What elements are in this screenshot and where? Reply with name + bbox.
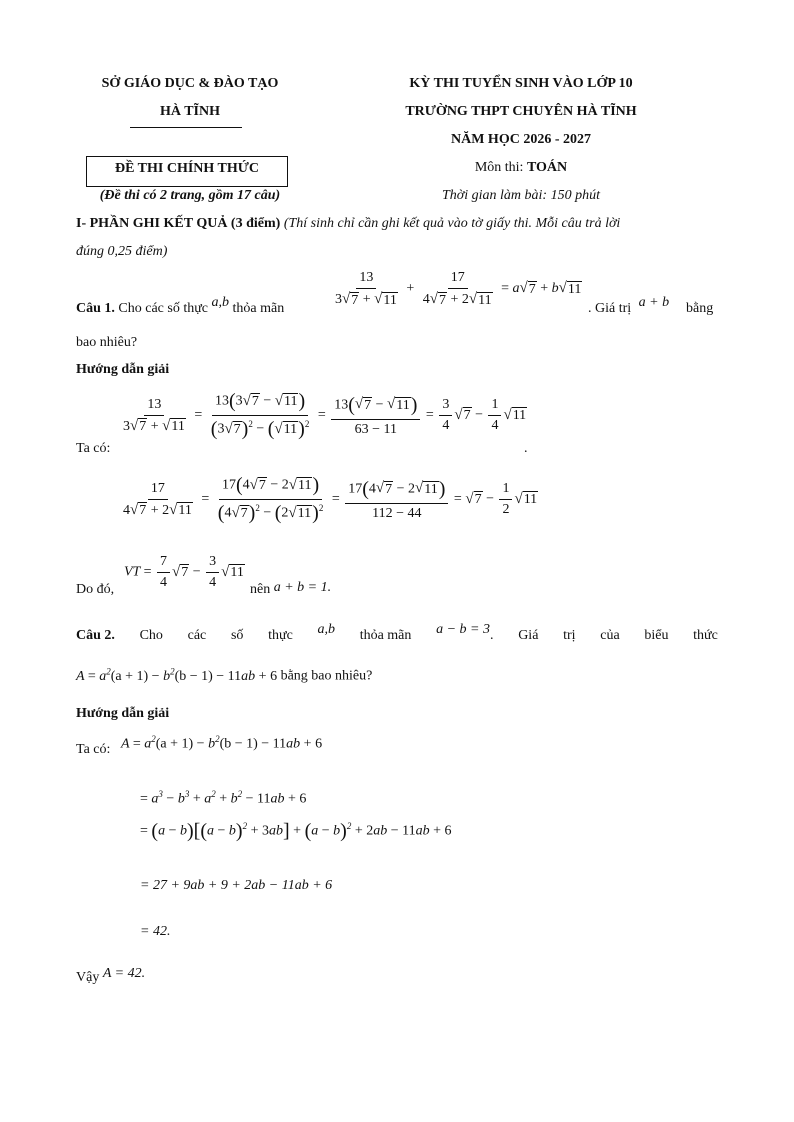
q1-text-b: thỏa mãn: [229, 301, 285, 316]
q2-final: A = 42.: [102, 966, 146, 981]
q2-word: các: [187, 628, 207, 643]
q2-word: số: [230, 628, 244, 643]
q1-text-c: . Giá trị: [588, 301, 635, 316]
q2-line-1: [76, 622, 718, 644]
subject-line: [362, 160, 680, 176]
department-name: SỞ GIÁO DỤC & ĐÀO TẠO: [101, 76, 279, 91]
official-exam-label: ĐỀ THI CHÍNH THỨC: [114, 161, 260, 176]
q2-word: thức: [693, 628, 718, 643]
exam-title: KỲ THI TUYỂN SINH VÀO LỚP 10: [409, 76, 633, 91]
school-year: NĂM HỌC 2026 - 2027: [451, 132, 591, 147]
q1-nen-text: nên: [250, 582, 271, 597]
q2-word: Giá: [518, 628, 539, 643]
q1-expr: a + b: [638, 295, 670, 310]
q1-nen: [250, 582, 331, 598]
q2-vars: a,b: [317, 622, 335, 637]
q2-word: của: [600, 628, 620, 643]
q2-tail: bằng bao nhiêu?: [280, 668, 373, 684]
q1-solution-line-2: 17 4 √ 7 + 2 √ 11 = 17(4 √ 7 − 2 √ 11 ) (4 √ 7 )$^2$ − (2 √ 11 )$^2$ = 17(4 √ 7 − 2 √ 11 ) 112 − 44 = √ 7 − $\frac{1}{2}$ √ 11: [123, 474, 538, 524]
q1-label: Câu 1.: [76, 301, 115, 316]
subject-label: Môn thi:: [474, 160, 527, 175]
q2-conclusion: [76, 966, 146, 986]
q2-label: Câu 2.: [76, 628, 115, 643]
q1-vars: a,b: [211, 295, 230, 310]
section-note-2: đúng 0,25 điểm): [76, 244, 168, 259]
q1-solution-line-1: 13 3 √ 7 + √ 11 = 13(3 √ 7 − √ 11 ) (3 √ 7 )$^2$ − ( √ 11 )$^2$ = 13( √ 7 − √ 11 ) 63 − 11 = $\frac{3}{4}$ √ 7 − $\frac{1}{4}$ √ 11: [123, 390, 527, 440]
q2-line-2: [76, 666, 372, 685]
q1-result: a + b = 1.: [273, 580, 332, 595]
q2-guide-heading: Hướng dẫn giải: [76, 706, 170, 721]
q1-text-a: Cho các số thực: [114, 301, 212, 316]
section-note-1: (Thí sinh chỉ cần ghi kết quả vào tờ giấy thi. Mỗi câu trả lời: [283, 216, 621, 231]
q2-vay: Vậy: [76, 970, 100, 985]
q2-taco: Ta có:: [76, 742, 111, 757]
q2-thoaman: thỏa mãn: [359, 628, 412, 643]
q2-step-1: = $a^3 - b^3 + a^2 + b^2 - 11ab + 6$: [140, 789, 307, 807]
q2-condition: a − b = 3.: [436, 622, 494, 643]
q2-expression: $A = a^2(a + 1) - b^2(b - 1) - 11ab + 6$: [76, 666, 278, 684]
q2-word: thực: [268, 628, 293, 643]
q1-doado: Do đó,: [76, 582, 115, 597]
header-underline: [130, 127, 242, 128]
q2-step-4: = 42.: [140, 924, 171, 939]
exam-time: Thời gian làm bài: 150 phút: [442, 188, 600, 203]
q1-taco: Ta có:: [76, 441, 111, 456]
q1-text-d: bằng: [686, 301, 714, 316]
section-title: I- PHẦN GHI KẾT QUẢ (3 điểm): [76, 216, 281, 231]
page-count-note: (Đề thi có 2 trang, gồm 17 câu): [99, 188, 281, 203]
q2-step-0: $A = a^2(a + 1) - b^2(b - 1) - 11ab + 6$: [121, 734, 323, 752]
q1-tail: [588, 295, 677, 317]
q1-text-e: bao nhiêu?: [76, 335, 138, 350]
subject-value: TOÁN: [526, 160, 568, 175]
q2-step-3: = 27 + 9ab + 9 + 2ab − 11ab + 6: [140, 878, 333, 893]
q2-word: Cho: [139, 628, 163, 643]
q2-step-2: = $(a - b)[(a - b)^2 + 3ab] + (a - b)^2 + 2ab - 11ab + 6$: [140, 820, 452, 842]
school-name: TRƯỜNG THPT CHUYÊN HÀ TĨNH: [405, 104, 637, 119]
q1-equation: 13 3 √ 7 + √ 11 + 17 4 √ 7 + 2 √ 11 = a √ 7 + b √ 11: [335, 270, 582, 308]
q1-vt-expression: VT = $\frac{7}{4}$ √ 7 − $\frac{3}{4}$ √ 11: [124, 554, 244, 590]
q2-word: trị: [563, 628, 576, 643]
q1-guide-heading: Hướng dẫn giải: [76, 362, 170, 377]
q2-cond: a − b = 3: [436, 622, 490, 637]
q2-word: biểu: [644, 628, 669, 643]
q1-line1-dot: .: [524, 441, 528, 456]
section-heading: [76, 216, 718, 232]
q1-lead: [76, 295, 285, 317]
province-name: HÀ TĨNH: [159, 104, 221, 119]
